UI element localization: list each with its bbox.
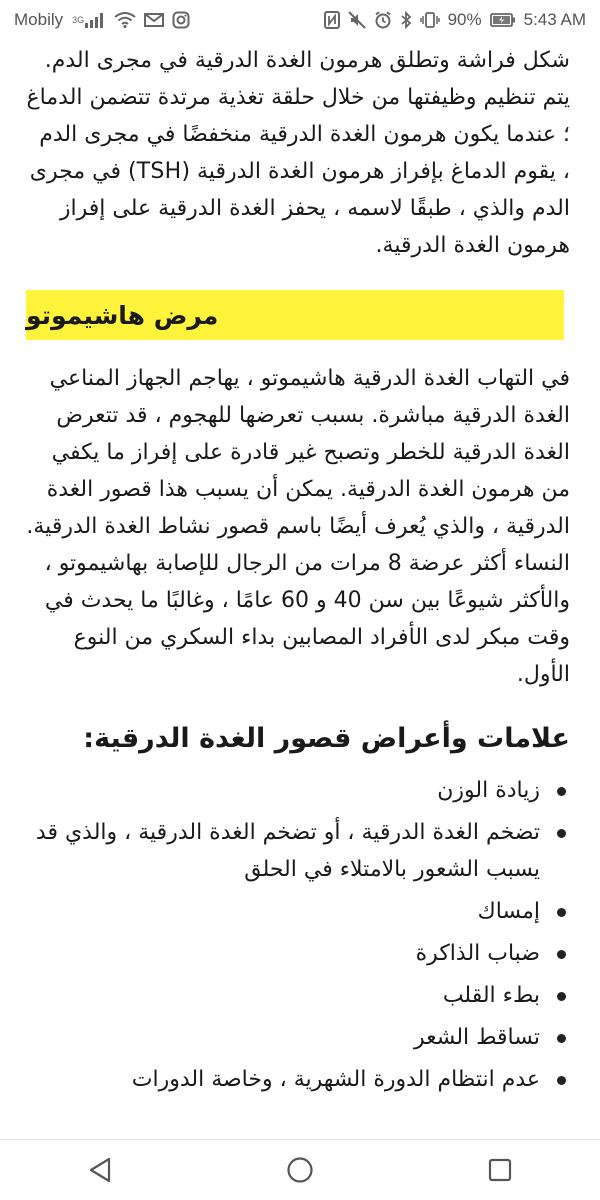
list-item	[26, 893, 570, 930]
vibrate-icon	[420, 11, 440, 29]
carrier-name: Mobily	[14, 10, 64, 29]
list-item	[26, 1019, 570, 1056]
list-item	[26, 1061, 570, 1098]
symptoms-list	[0, 772, 600, 1098]
list-item	[26, 935, 570, 972]
nfc-icon	[324, 11, 340, 29]
list-item-text: عدم انتظام الدورة الشهرية ، وخاصة الدورات	[131, 1067, 540, 1092]
battery-icon	[490, 13, 516, 27]
bullet-dot	[557, 1034, 566, 1043]
home-button[interactable]	[270, 1140, 330, 1200]
list-item	[26, 772, 570, 809]
list-item-text: بطء القلب	[442, 983, 540, 1008]
status-left	[14, 10, 190, 30]
hashimoto-paragraph: في التهاب الغدة الدرقية هاشيموتو ، يهاجم الجهاز المناعي الغدة الدرقية مباشرة. بسبب تعرضها للهجوم ، قد تتعرض الغدة الدرقية للخطر وتصبح غير قادرة على إفراز ما يكفي من هرمون الغدة الدرقية. يمكن أن يسبب هذا قصور الغدة الدرقية ، والذي يُعرف أيضًا باسم قصور نشاط الغدة الدرقية. النساء أكثر عرضة 8 مرات من الرجال للإصابة بهاشيموتو ، والأكثر شيوعًا بين سن 40 و 60 عامًا ، وغالبًا ما يحدث في وقت مبكر لدى الأفراد المصابين بداء السكري من النوع الأول.	[26, 366, 570, 687]
mail-icon	[144, 12, 164, 28]
list-item-text: تساقط الشعر	[413, 1025, 540, 1050]
battery-percent: 90%	[447, 10, 482, 29]
list-item	[26, 977, 570, 1014]
list-item-text: تضخم الغدة الدرقية ، أو تضخم الغدة الدرقية ، والذي قد يسبب الشعور بالامتلاء في الحلق	[35, 820, 540, 882]
highlight-heading-text: مرض هاشيموتو	[26, 300, 219, 330]
bluetooth-icon	[400, 11, 412, 29]
bullet-dot	[557, 1076, 566, 1085]
signal-icon	[71, 12, 106, 28]
bullet-dot	[557, 992, 566, 1001]
recents-square-icon	[487, 1157, 513, 1183]
highlight-heading	[26, 290, 564, 340]
wifi-icon	[114, 12, 136, 28]
list-item-text: ضباب الذاكرة	[415, 941, 540, 966]
bullet-dot	[557, 787, 566, 796]
bullet-dot	[557, 908, 566, 917]
back-button[interactable]	[70, 1140, 130, 1200]
list-item-text: زيادة الوزن	[437, 778, 540, 803]
clock: 5:43 AM	[523, 10, 586, 29]
status-right	[324, 10, 586, 30]
recents-button[interactable]	[470, 1140, 530, 1200]
navigation-bar	[0, 1139, 600, 1200]
article-content[interactable]	[0, 40, 600, 1140]
back-triangle-icon	[87, 1156, 113, 1184]
network-type: 3G	[72, 15, 85, 25]
list-item	[26, 814, 570, 888]
list-item-text: إمساك	[477, 899, 540, 924]
instagram-icon	[172, 11, 190, 29]
mute-icon	[348, 11, 366, 29]
symptoms-title: علامات وأعراض قصور الغدة الدرقية:	[83, 723, 570, 754]
bullet-dot	[557, 829, 566, 838]
status-bar	[0, 0, 600, 40]
home-circle-icon	[286, 1156, 314, 1184]
intro-paragraph: شكل فراشة وتطلق هرمون الغدة الدرقية في مجرى الدم. يتم تنظيم وظيفتها من خلال حلقة تغذية مرتدة تتضمن الدماغ ؛ عندما يكون هرمون الغدة الدرقية منخفضًا في مجرى الدم ، يقوم الدماغ بإفراز هرمون الغدة الدرقية (TSH) في مجرى الدم والذي ، طبقًا لاسمه ، يحفز الغدة الدرقية على إفراز هرمون الغدة الدرقية.	[26, 48, 570, 258]
bullet-dot	[557, 950, 566, 959]
alarm-icon	[374, 11, 392, 29]
